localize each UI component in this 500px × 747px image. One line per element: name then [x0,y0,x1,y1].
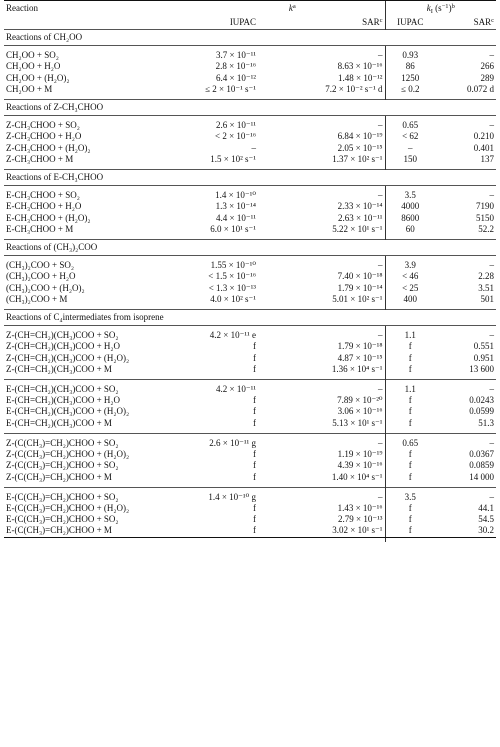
reaction-cell: (CH₃)₂COO + (H₂O)₂ [6,282,85,293]
table-row [4,525,496,537]
reaction-cell: E-(C(CH₃)=CH₂)CHOO + M [4,525,200,537]
kI-sar-cell: 266 [480,61,495,72]
table-row [4,120,496,131]
k-iupac-cell: f [253,417,256,428]
header-blank [4,15,200,30]
k-iupac-cell: f [253,363,256,374]
header-reaction: Reaction [4,1,200,16]
reaction-cell: (CH₃)₂COO + M [6,293,68,304]
reaction-cell: E-CH₃CHOO + M [6,223,74,234]
kI-sar-cell: 0.210 [473,131,495,142]
table-row [4,224,496,235]
kI-sar-cell: 3.51 [478,282,495,293]
table-row [4,406,496,417]
k-sar-cell: 1.37 × 10² s⁻¹ [332,153,383,164]
k-iupac-cell: – [251,142,256,153]
k-sar-cell: 4.87 × 10⁻¹⁵ [337,352,383,363]
k-sar-cell: 8.63 × 10⁻¹⁶ [337,61,383,72]
k-iupac-cell: 1.55 × 10⁻¹⁰ [210,260,256,271]
table-row [4,131,496,142]
table-row [4,154,496,165]
kI-sar-cell: 0.0599 [469,406,495,417]
kI-sar-cell: – [489,330,495,341]
k-sar-cell: 6.84 × 10⁻¹⁹ [337,131,383,142]
reaction-cell: Z-(C(CH₃)=CH₂)CHOO + M [6,471,112,482]
kI-sar-cell: 51.3 [478,417,495,428]
table-row [4,283,496,294]
k-iupac-cell: 6.4 × 10⁻¹² [216,72,256,83]
kI-iupac-cell: f [385,503,435,514]
table-row [4,84,496,95]
kI-iupac-cell: 1.1 [385,330,435,341]
k-sar-cell: 5.22 × 10¹ s⁻¹ [332,223,383,234]
header-kI-symbol: k [426,3,431,13]
k-iupac-cell: f [253,471,256,482]
k-sar-cell: – [378,491,383,502]
kI-sar-cell: 0.072 d [467,83,495,94]
reaction-cell: E-CH₃CHOO + (H₂O)₂ [6,212,91,223]
kI-iupac-cell: 0.65 [385,120,435,131]
kI-sar-cell: 5150 [476,212,495,223]
header-kI-unit: (s [432,3,442,13]
table-row [4,514,496,525]
table-row [4,294,496,305]
header-sar-kI [435,15,496,30]
rate-constants-table [4,0,496,542]
reaction-cell: E-CH₃CHOO + H₂O [6,201,82,212]
reaction-cell: (CH₃)₂COO + SO₂ [6,260,74,271]
section-spacer [4,537,496,542]
kI-sar-cell: 30.2 [435,525,496,537]
kI-iupac-cell: 3.5 [385,492,435,503]
kI-sar-cell: – [489,50,495,61]
k-iupac-cell: f [253,341,256,352]
kI-sar-cell: – [489,384,495,395]
reaction-cell: Z-(CH=CH₂)(CH₃)COO + (H₂O)₂ [6,352,130,363]
kI-sar-cell: 0.551 [473,341,495,352]
header-sar-kI-label: SAR [473,17,492,27]
kI-iupac-cell: 3.5 [385,190,435,201]
header-kI [385,1,496,16]
table-row [4,353,496,364]
table-row [4,395,496,406]
reaction-cell: E-(CH=CH₂)(CH₃)COO + H₂O [6,395,121,406]
k-sar-cell: 4.39 × 10⁻¹⁶ [337,460,383,471]
kI-iupac-cell: 0.93 [385,50,435,61]
k-iupac-cell: 1.4 × 10⁻¹⁰ [215,190,256,201]
reaction-cell: Z-CH₃CHOO + SO₂ [6,120,80,131]
table-row [4,449,496,460]
k-iupac-cell: 4.2 × 10⁻¹¹ e [209,330,256,341]
table-row [4,503,496,514]
k-sar-cell: 1.19 × 10⁻¹⁹ [337,449,383,460]
section-title: Reactions of C₄intermediates from isoprene [4,310,496,326]
kI-iupac-cell: 150 [385,154,435,165]
table-row [4,492,496,503]
k-sar-cell: 1.40 × 10⁴ s⁻¹ [331,471,383,482]
k-sar-cell: 1.79 × 10⁻¹⁸ [337,341,383,352]
kI-sar-cell: 501 [480,293,495,304]
k-sar-cell: 1.36 × 10⁴ s⁻¹ [331,363,383,374]
table-row [4,61,496,72]
header-iupac-kI: IUPAC [385,15,435,30]
k-sar-cell: 3.02 × 10¹ s⁻¹ [264,525,385,537]
kI-iupac-cell: 60 [385,224,435,235]
reaction-cell: Z-(C(CH₃)=CH₂)CHOO + (H₂O)₂ [6,449,130,460]
k-sar-cell: 7.40 × 10⁻¹⁸ [337,271,383,282]
k-iupac-cell: f [253,395,256,406]
k-iupac-cell: f [253,449,256,460]
kI-sar-cell: 0.951 [473,352,495,363]
header-sar-k [264,15,385,30]
kI-sar-cell: 289 [480,72,495,83]
section-title-row [4,100,496,116]
k-sar-cell: 7.89 × 10⁻²⁰ [337,395,383,406]
table-row [4,190,496,201]
kI-iupac-cell: f [385,395,435,406]
k-iupac-cell: 2.6 × 10⁻¹¹ [216,120,256,131]
gap-cell [4,537,385,542]
k-sar-cell: – [378,260,383,271]
k-iupac-cell: < 1.3 × 10⁻¹³ [208,282,256,293]
k-sar-cell: 2.79 × 10⁻¹³ [338,514,383,525]
table-row [4,364,496,375]
k-sar-cell: 2.33 × 10⁻¹⁴ [337,201,383,212]
section-title-row [4,310,496,326]
kI-iupac-cell: 86 [385,61,435,72]
kI-iupac-cell: 4000 [385,201,435,212]
header-k-note: a [292,3,296,10]
kI-iupac-cell: f [385,364,435,375]
header-row-2 [4,15,496,30]
section-title-row [4,240,496,256]
kI-iupac-cell: f [385,406,435,417]
kI-iupac-cell: f [385,449,435,460]
k-sar-cell: – [378,190,383,201]
reaction-cell: E-CH₃CHOO + SO₂ [6,190,80,201]
kI-sar-cell: – [489,437,495,448]
section-title-row [4,170,496,186]
header-k-symbol: k [288,3,293,13]
kI-sar-cell: 0.401 [473,142,495,153]
k-sar-cell: 2.63 × 10⁻¹¹ [338,212,383,223]
kI-iupac-cell: 3.9 [385,260,435,271]
k-iupac-cell: 1.4 × 10⁻¹⁰ g [208,491,256,502]
kI-iupac-cell: f [385,341,435,352]
k-iupac-cell: f [200,525,264,537]
header-sar-kI-note: c [491,17,495,24]
header-sar-k-label: SAR [362,17,380,27]
k-sar-cell: 1.43 × 10⁻¹⁶ [337,502,383,513]
table-row [4,418,496,429]
table-row [4,438,496,449]
k-sar-cell: – [378,384,383,395]
k-sar-cell: – [378,50,383,61]
header-kI-unit-end: ) [448,3,452,13]
k-iupac-cell: 4.2 × 10⁻¹¹ [216,384,256,395]
k-iupac-cell: 1.3 × 10⁻¹⁴ [215,201,256,212]
kI-sar-cell: – [489,491,495,502]
table-row [4,330,496,341]
reaction-cell: Z-CH₃CHOO + H₂O [6,131,82,142]
k-iupac-cell: 2.6 × 10⁻¹¹ g [209,437,256,448]
kI-iupac-cell: 1.1 [385,384,435,395]
kI-sar-cell: 2.28 [478,271,495,282]
reaction-cell: E-(C(CH₃)=CH₂)CHOO + (H₂O)₂ [6,502,130,513]
kI-iupac-cell: < 46 [385,271,435,282]
reaction-cell: E-(C(CH₃)=CH₂)CHOO + SO₂ [6,491,119,502]
reaction-cell: Z-CH₃CHOO + M [6,153,74,164]
k-sar-cell: – [378,437,383,448]
kI-iupac-cell: < 62 [385,131,435,142]
kI-sar-cell: 13 600 [469,363,495,374]
gap-cell [385,537,496,542]
kI-iupac-cell: < 25 [385,283,435,294]
table-row [4,384,496,395]
reaction-cell: Z-(CH=CH₂)(CH₃)COO + M [6,363,112,374]
kI-iupac-cell: f [385,418,435,429]
k-sar-cell: 5.01 × 10² s⁻¹ [332,293,383,304]
kI-iupac-cell: 1250 [385,73,435,84]
table-row [4,472,496,483]
section-title: Reactions of Z-CH₃CHOO [4,100,496,116]
k-iupac-cell: 4.4 × 10⁻¹¹ [216,212,256,223]
section-title: Reactions of E-CH₃CHOO [4,170,496,186]
k-iupac-cell: f [253,352,256,363]
reaction-cell: CH₂OO + SO₂ [6,50,59,61]
kI-iupac-cell: f [385,460,435,471]
kI-sar-cell: 0.0243 [469,395,495,406]
header-kI-note: b [451,3,455,10]
kI-iupac-cell: f [385,353,435,364]
kI-sar-cell: – [489,190,495,201]
kI-iupac-cell: f [385,514,435,525]
header-iupac-k: IUPAC [229,17,256,27]
kI-sar-cell: 7190 [476,201,495,212]
table-row [4,73,496,84]
reaction-cell: E-(CH=CH₂)(CH₃)COO + (H₂O)₂ [6,406,130,417]
reaction-cell: CH₂OO + M [6,83,53,94]
reaction-cell: Z-(C(CH₃)=CH₂)CHOO + SO₂ [6,460,119,471]
k-sar-cell: 7.2 × 10⁻² s⁻¹ d [325,83,383,94]
k-iupac-cell: < 1.5 × 10⁻¹⁶ [208,271,256,282]
section-title: Reactions of (CH₃)₂COO [4,240,496,256]
k-sar-cell: – [378,120,383,131]
kI-sar-cell: 54.5 [478,514,495,525]
kI-iupac-cell: 0.65 [385,438,435,449]
k-iupac-cell: f [253,406,256,417]
k-iupac-cell: 4.0 × 10² s⁻¹ [210,293,256,304]
k-sar-cell: 2.05 × 10⁻¹⁵ [337,142,383,153]
k-sar-cell: – [378,330,383,341]
table-container [4,0,496,542]
kI-sar-cell: 0.0859 [469,460,495,471]
kI-sar-cell: – [489,120,495,131]
header-sar-k-note: c [379,17,383,24]
header-row-1 [4,1,496,16]
table-row [4,201,496,212]
k-iupac-cell: 2.8 × 10⁻¹⁶ [215,61,256,72]
k-sar-cell: 1.48 × 10⁻¹² [338,72,383,83]
kI-iupac-cell: f [385,472,435,483]
section-title-row [4,30,496,46]
kI-iupac-cell: f [385,525,435,537]
table-row [4,213,496,224]
table-row [4,271,496,282]
reaction-cell: Z-(CH=CH₂)(CH₃)COO + SO₂ [6,330,119,341]
reaction-cell: CH₂OO + H₂O [6,61,61,72]
table-row [4,341,496,352]
kI-sar-cell: 137 [480,153,495,164]
table-row [4,260,496,271]
kI-iupac-cell: 400 [385,294,435,305]
reaction-cell: E-(CH=CH₂)(CH₃)COO + SO₂ [6,384,119,395]
reaction-cell: E-(CH=CH₂)(CH₃)COO + M [6,417,112,428]
header-kI-sub: I [430,8,433,15]
k-sar-cell: 1.79 × 10⁻¹⁴ [337,282,383,293]
k-iupac-cell: f [253,460,256,471]
k-iupac-cell: 1.5 × 10² s⁻¹ [210,153,256,164]
k-iupac-cell: 3.7 × 10⁻¹¹ [216,50,256,61]
k-iupac-cell: 6.0 × 10¹ s⁻¹ [210,223,256,234]
reaction-cell: CH₂OO + (H₂O)₂ [6,72,70,83]
kI-sar-cell: 52.2 [478,223,495,234]
section-title: Reactions of CH₂OO [4,30,496,46]
reaction-cell: Z-(CH=CH₂)(CH₃)COO + H₂O [6,341,121,352]
k-iupac-cell: ≤ 2 × 10⁻¹ s⁻¹ [205,83,256,94]
k-iupac-cell: f [253,502,256,513]
kI-sar-cell: 14 000 [469,471,495,482]
reaction-cell: (CH₃)₂COO + H₂O [6,271,76,282]
header-kI-unit-sup: −1 [441,3,449,10]
kI-sar-cell: – [489,260,495,271]
header-k [200,1,385,16]
k-sar-cell: 3.06 × 10⁻¹⁶ [337,406,383,417]
kI-iupac-cell: – [385,143,435,154]
kI-iupac-cell: 8600 [385,213,435,224]
k-iupac-cell: f [253,514,256,525]
kI-sar-cell: 44.1 [478,502,495,513]
table-row [4,143,496,154]
table-row [4,460,496,471]
table-row [4,50,496,61]
k-sar-cell: 5.13 × 10¹ s⁻¹ [332,417,383,428]
k-iupac-cell: < 2 × 10⁻¹⁶ [215,131,256,142]
reaction-cell: Z-CH₃CHOO + (H₂O)₂ [6,142,91,153]
reaction-cell: Z-(C(CH₃)=CH₂)CHOO + SO₂ [6,437,119,448]
kI-sar-cell: 0.0367 [469,449,495,460]
kI-iupac-cell: ≤ 0.2 [385,84,435,95]
reaction-cell: E-(C(CH₃)=CH₂)CHOO + SO₂ [6,514,119,525]
